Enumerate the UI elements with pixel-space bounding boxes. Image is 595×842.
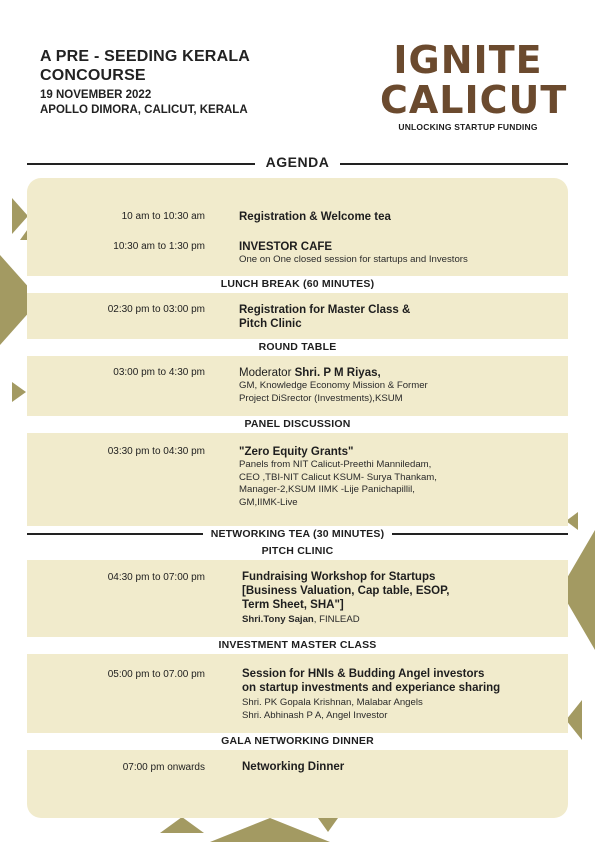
moderator-prefix: Moderator [239,367,295,379]
session-heading: Session for HNIs & Budding Angel investors [242,668,485,680]
event-title-line1: A PRE - SEEDING KERALA [40,48,251,65]
session-speaker [242,614,552,627]
session-time: 05:00 pm to 07.00 pm [107,669,205,680]
event-venue: APOLLO DIMORA, CALICUT, KERALA [40,104,248,116]
session-detail [242,760,552,774]
brand-line1: IGNITE [393,38,543,82]
brand-tagline: UNLOCKING STARTUP FUNDING [398,122,538,132]
session-heading: "Zero Equity Grants" [239,446,354,458]
divider-rule-left [27,533,203,535]
session-description: GM, Knowledge Economy Mission & Former [239,380,428,391]
divider-pitch-clinic: PITCH CLINIC [27,543,568,560]
session-detail [242,570,552,627]
decorative-triangle [210,818,330,842]
session-heading: Registration for Master Class & [239,304,411,316]
session-time: 03:00 pm to 4:30 pm [113,367,205,378]
session-description: Manager-2,KSUM IIMK -Lije Panichapillil, [239,484,415,495]
session-detail [239,366,549,405]
divider-round-table: ROUND TABLE [27,339,568,356]
session-description: Shri. Abhinash P A, Angel Investor [242,709,388,721]
divider-lunch-break: LUNCH BREAK (60 MINUTES) [27,276,568,293]
session-time: 02:30 pm to 03:00 pm [107,304,205,315]
session-time: 10 am to 10:30 am [121,211,205,222]
divider-investment-master-class: INVESTMENT MASTER CLASS [27,637,568,654]
agenda-rule-right [340,163,568,165]
agenda-header [27,154,568,174]
decorative-triangle [160,817,204,833]
session-description: CEO ,TBI-NIT Calicut KSUM- Surya Thankam, [239,471,437,483]
session-heading-line2: [Business Valuation, Cap table, ESOP, [242,585,450,597]
session-description: Project DiSrector (Investments),KSUM [239,392,403,404]
session-time: 03:30 pm to 04:30 pm [107,446,205,457]
session-heading: INVESTOR CAFE [239,241,333,253]
session-description: Shri. PK Gopala Krishnan, Malabar Angels [242,697,423,708]
networking-tea-label: NETWORKING TEA (30 MINUTES) [210,528,385,540]
divider-panel-discussion: PANEL DISCUSSION [27,416,568,433]
session-detail [242,667,562,722]
session-detail [239,240,549,267]
session-time: 10:30 am to 1:30 pm [113,241,205,252]
session-heading: Fundraising Workshop for Startups [242,571,436,583]
speaker-org: , FINLEAD [313,614,360,625]
session-heading: Registration & Welcome tea [239,211,391,223]
session-detail [239,303,549,331]
session-description: GM,IIMK-Live [239,496,298,508]
session-time: 07:00 pm onwards [122,762,205,773]
session-time: 04:30 pm to 07:00 pm [107,572,205,583]
session-detail [239,445,549,509]
session-description: One on One closed session for startups and Investors [239,254,468,265]
agenda-title: AGENDA [265,154,330,170]
event-info [40,47,250,118]
speaker-name: Shri.Tony Sajan [242,614,314,625]
decorative-triangle [318,818,338,832]
session-detail [239,210,549,224]
decorative-triangle [566,700,582,740]
divider-gala-dinner: GALA NETWORKING DINNER [27,733,568,750]
event-date: 19 NOVEMBER 2022 [40,89,152,101]
session-description: Panels from NIT Calicut-Preethi Manniledam, [239,459,432,470]
divider-rule-right [392,533,568,535]
session-heading-line2: Pitch Clinic [239,318,302,330]
brand-line2: CALICUT [380,78,568,122]
session-heading-line2: on startup investments and experiance sharing [242,682,501,694]
divider-networking-tea [27,526,568,543]
event-title-line2: CONCOURSE [40,67,146,84]
session-heading: Networking Dinner [242,761,345,773]
session-heading [239,366,549,380]
ignite-calicut-logo [380,38,568,132]
session-heading-line3: Term Sheet, SHA"] [242,599,344,611]
decorative-triangle [12,382,26,402]
moderator-name: Shri. P M Riyas, [294,367,381,379]
